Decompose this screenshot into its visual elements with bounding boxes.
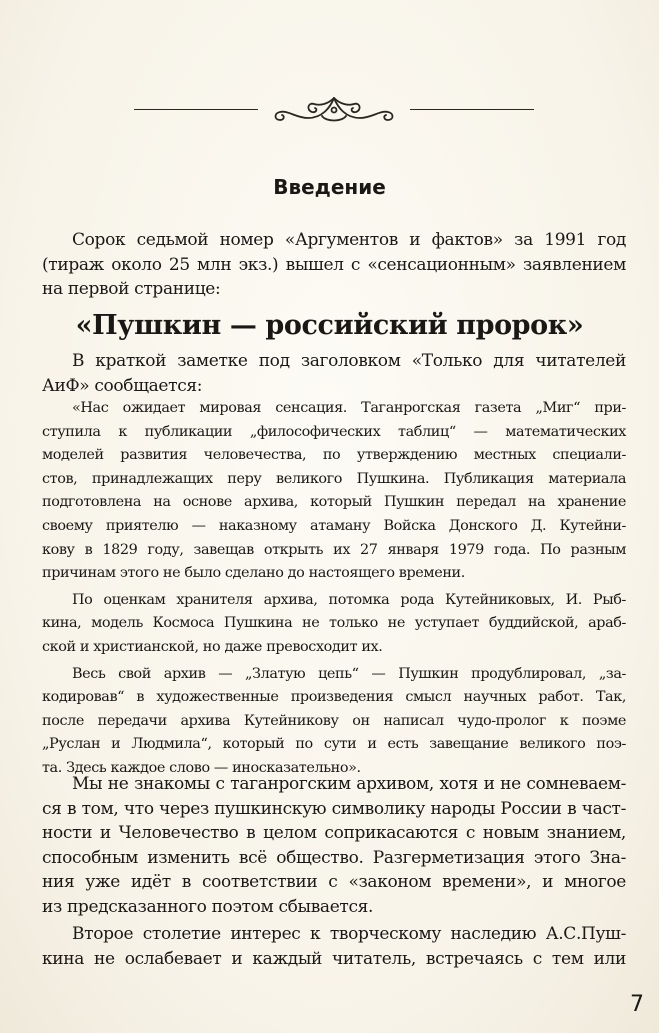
- header-ornament: [134, 92, 534, 128]
- text-line: кодировав“ в художественные произведения смысл научных работ. Так,: [42, 689, 626, 706]
- text-line: АиФ» сообщается:: [42, 375, 203, 396]
- text-line: ся в том, что через пушкинскую символику народы России в част-: [42, 798, 626, 819]
- text-line: своему приятелю — наказному атаману Войска Донского Д. Кутейни-: [42, 517, 626, 534]
- text-line: По оценкам хранителя архива, потомка рода Кутейниковых, И. Рыб-: [72, 591, 626, 608]
- text-line: кина не ослабевает и каждый читатель, встречаясь с тем или: [42, 948, 626, 969]
- text-line: после передачи архива Кутейникову он написал чудо-пролог к поэме: [42, 712, 626, 729]
- text-line: способным изменить всё общество. Разгерметизация этого Зна-: [42, 847, 626, 868]
- text-line: „Руслан и Людмила“, который по сути и есть завещание великого поэ-: [42, 736, 626, 753]
- quote-block: [42, 397, 626, 781]
- text-line: подготовлена на основе архива, который Пушкин передал на хранение: [42, 494, 626, 511]
- text-line: стов, принадлежащих перу великого Пушкина. Публикация материала: [42, 470, 626, 487]
- headline: «Пушкин — российский пророк»: [75, 310, 584, 341]
- text-line: кина, модель Космоса Пушкина не только не уступает буддийской, араб-: [42, 615, 626, 632]
- text-line: та. Здесь каждое слово — иносказательно».: [42, 759, 361, 776]
- section-title: Введение: [273, 175, 386, 199]
- text-line: кову в 1829 году, завещав открыть их 27 января 1979 года. По разным: [42, 541, 626, 558]
- ornament-rule-right: [410, 109, 534, 110]
- text-line: ности и Человечество в целом соприкасаются с новым знанием,: [42, 823, 626, 843]
- text-line: причинам этого не было сделано до настоящего времени.: [42, 565, 465, 582]
- body-block: [42, 772, 626, 971]
- text-line: на первой странице:: [42, 279, 221, 299]
- quote-paragraph: [42, 663, 626, 781]
- intro-paragraph: [42, 228, 626, 302]
- text-line: ступила к публикации „философических таблиц“ — математических: [42, 423, 626, 440]
- text-line: Весь свой архив — „Златую цепь“ — Пушкин продублировал, „за-: [72, 665, 626, 682]
- text-line: Мы не знакомы с таганрогским архивом, хотя и не сомневаем-: [72, 774, 626, 794]
- ornament-rule-left: [134, 109, 258, 110]
- text-line: Сорок седьмой номер «Аргументов и фактов» за 1991 год: [72, 230, 626, 250]
- body-paragraph: [42, 772, 626, 919]
- text-line: В краткой заметке под заголовком «Только для читателей: [72, 351, 626, 371]
- text-line: «Нас ожидает мировая сенсация. Таганрогская газета „Миг“ при-: [72, 400, 626, 416]
- quote-paragraph: [42, 589, 626, 660]
- body-paragraph: [42, 922, 626, 971]
- text-line: (тираж около 25 млн экз.) вышел с «сенсационным» заявлением: [42, 254, 626, 275]
- text-line: моделей развития человечества, по утверждению местных специали-: [42, 447, 626, 464]
- page-number: 7: [630, 992, 644, 1017]
- text-line: ния уже идёт в соответствии с «законом времени», и многое: [42, 872, 626, 892]
- quote-paragraph: [42, 397, 626, 586]
- lead-paragraph: [42, 349, 626, 398]
- flourish-ornament-icon: [270, 94, 398, 126]
- text-line: из предсказанного поэтом сбывается.: [42, 896, 374, 917]
- text-line: ской и христианской, но даже превосходит их.: [42, 638, 383, 655]
- text-line: Второе столетие интерес к творческому наследию А.С.Пуш-: [72, 924, 626, 944]
